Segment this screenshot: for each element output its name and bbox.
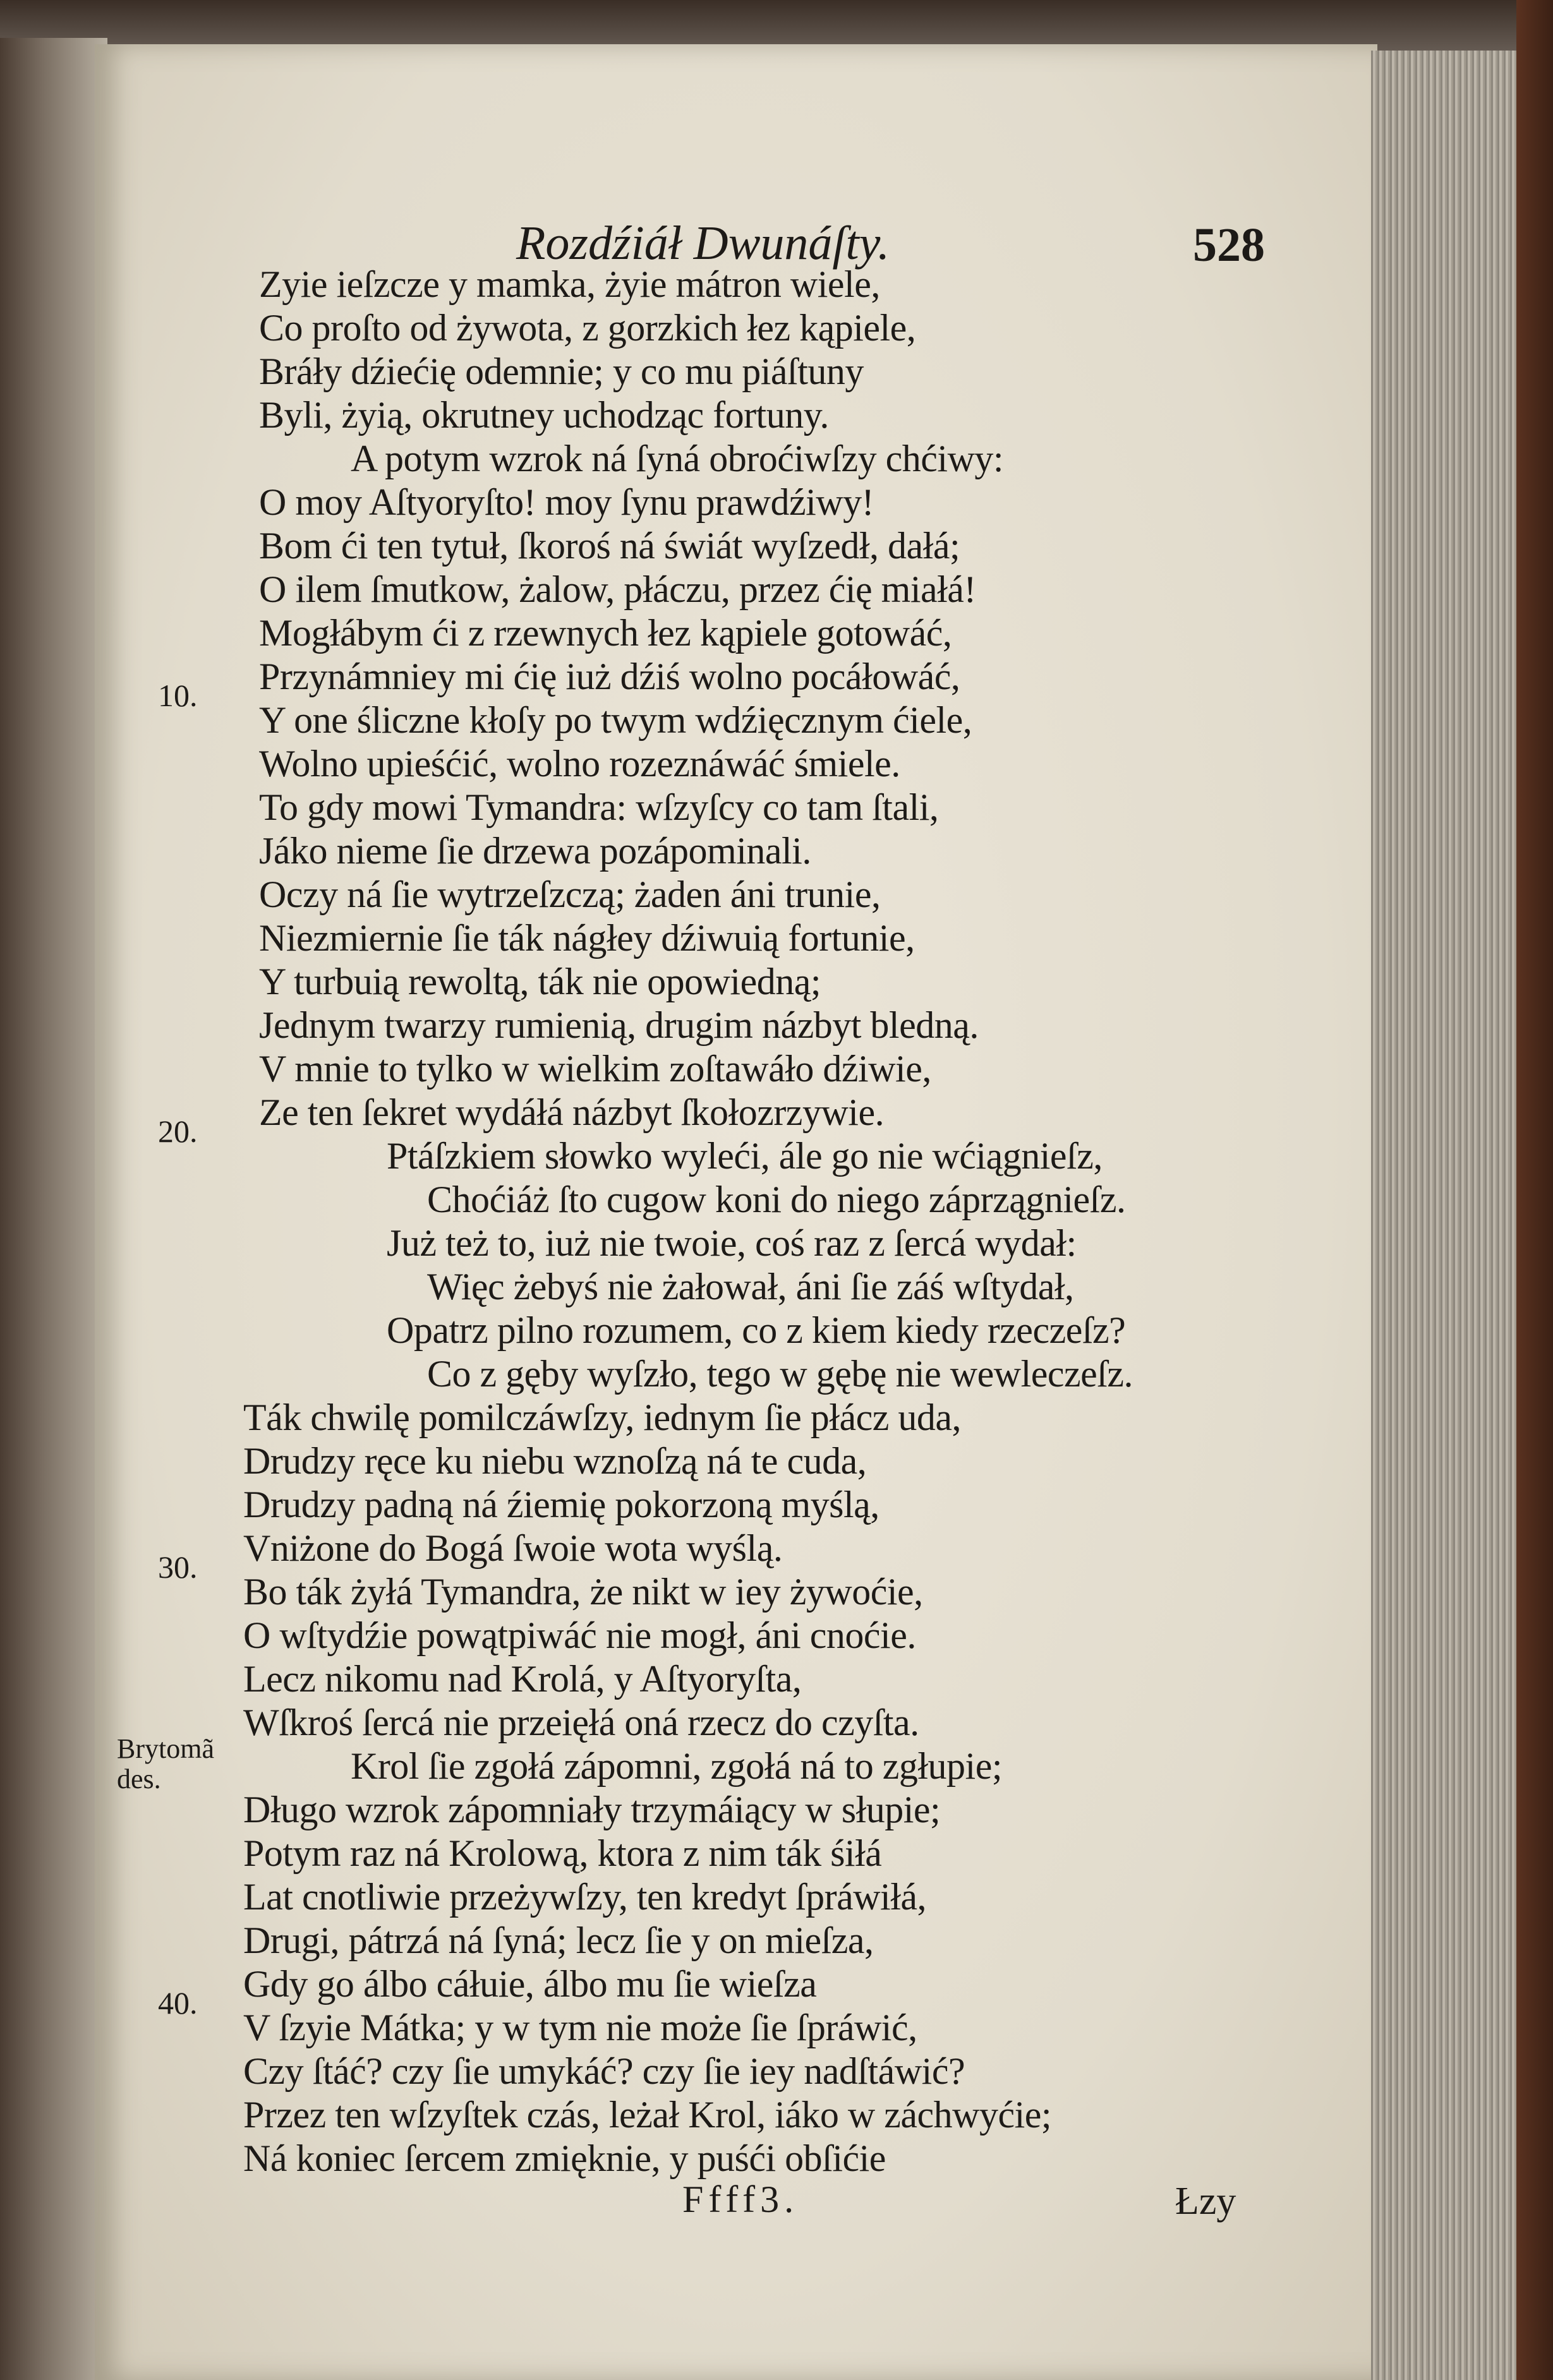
verse-line: Choćiáż ſto cugow koni do niego záprzągnieſz.: [427, 1179, 1126, 1220]
verse-line: Przynámniey mi ćię iuż dźiś wolno pocáłowáć,: [259, 656, 960, 697]
verse-line: Bom ći ten tytuł, ſkoroś ná świát wyſzedł, dałá;: [259, 525, 960, 567]
verse-line: To gdy mowi Tymandra: wſzyſcy co tam ſtali,: [259, 786, 939, 828]
verse-line: Ptáſzkiem słowko wyleći, ále go nie wćiągnieſz,: [387, 1135, 1103, 1177]
running-title: Rozdźiáł Dwunáſty.: [516, 217, 890, 270]
verse-line: Mogłábym ći z rzewnych łez kąpiele gotowáć,: [259, 612, 952, 654]
verse-line: Zyie ieſzcze y mamka, żyie mátron wiele,: [259, 263, 880, 305]
verse-line: A potym wzrok ná ſyná obroćiwſzy chćiwy:: [351, 438, 1004, 479]
verse-line: Lat cnotliwie przeżywſzy, ten kredyt ſpráwiłá,: [243, 1876, 926, 1918]
verse-line: Y one śliczne kłoſy po twym wdźięcznym ćiele,: [259, 699, 972, 741]
verse-line: V ſzyie Mátka; y w tym nie może ſie ſpráwić,: [243, 2007, 917, 2048]
verse-line: Ná koniec ſercem zmięknie, y puśći obſićie: [243, 2137, 886, 2179]
verse-line: Y turbuią rewoltą, ták nie opowiedną;: [259, 961, 821, 1002]
verse-line: Czy ſtáć? czy ſie umykáć? czy ſie iey nadſtáwić?: [243, 2050, 965, 2092]
verse-line: Drudzy ręce ku niebu wznoſzą ná te cuda,: [243, 1440, 867, 1482]
line-number-10: 10.: [158, 678, 198, 713]
verse-line: Krol ſie zgołá zápomni, zgołá ná to zgłupie;: [351, 1745, 1002, 1787]
verse-line: Już też to, iuż nie twoie, coś raz z ſercá wydał:: [387, 1222, 1077, 1264]
verse-line: O ilem ſmutkow, żalow, płáczu, przez ćię miałá!: [259, 568, 976, 610]
margin-note: [117, 1734, 214, 1794]
margin-note-line: Brytomã: [117, 1733, 214, 1764]
verse-line: Opatrz pilno rozumem, co z kiem kiedy rzeczeſz?: [387, 1309, 1126, 1351]
verse-line: Co z gęby wyſzło, tego w gębę nie wewleczeſz.: [427, 1353, 1133, 1395]
verse-line: Wolno upieśćić, wolno rozeznáwáć śmiele.: [259, 743, 900, 784]
catchword: Łzy: [1175, 2180, 1236, 2223]
verse-line: V mnie to tylko w wielkim zoſtawáło dźiwie,: [259, 1048, 931, 1090]
verse-line: Wſkroś ſercá nie przeięłá oná rzecz do czyſta.: [243, 1702, 919, 1743]
verse-line: Ze ten ſekret wydáłá názbyt ſkołozrzywie.: [259, 1091, 885, 1133]
verse-line: Niezmiernie ſie ták nágłey dźiwuią fortunie,: [259, 917, 915, 959]
verse-line: Co proſto od żywota, z gorzkich łez kąpiele,: [259, 307, 916, 349]
verse-line: Długo wzrok zápomniały trzymáiący w słupie;: [243, 1789, 941, 1830]
signature-mark: Ffff3.: [682, 2179, 799, 2220]
verse-line: Oczy ná ſie wytrzeſzczą; żaden áni trunie,: [259, 874, 881, 915]
verse-line: O moy Aſtyoryſto! moy ſynu prawdźiwy!: [259, 481, 874, 523]
verse-line: Potym raz ná Krolową, ktora z nim ták śiłá: [243, 1832, 882, 1874]
verse-line: Ták chwilę pomilczáwſzy, iednym ſie płácz uda,: [243, 1397, 961, 1438]
margin-note-line: des.: [117, 1764, 161, 1794]
verse-line: Bráły dźiećię odemnie; y co mu piáſtuny: [259, 351, 864, 392]
verse-line: Jednym twarzy rumienią, drugim názbyt bledną.: [259, 1004, 979, 1046]
page-number: 528: [1193, 219, 1265, 272]
facing-page-edge: [0, 38, 107, 2380]
verse-line: Jáko nieme ſie drzewa pozápominali.: [259, 830, 811, 872]
verse-line: Lecz nikomu nad Krolá, y Aſtyoryſta,: [243, 1658, 802, 1700]
line-number-30: 30.: [158, 1549, 198, 1585]
verse-line: Bo ták żyłá Tymandra, że nikt w iey żywoćie,: [243, 1571, 923, 1613]
verse-line: Vniżone do Bogá ſwoie wota wyślą.: [243, 1527, 783, 1569]
verse-line: Gdy go álbo cáłuie, álbo mu ſie wieſza: [243, 1963, 817, 2005]
line-number-20: 20.: [158, 1114, 198, 1149]
line-number-40: 40.: [158, 1985, 198, 2021]
verse-line: Więc żebyś nie żałował, áni ſie záś wſtydał,: [427, 1266, 1074, 1307]
verse-line: Byli, żyią, okrutney uchodząc fortuny.: [259, 394, 829, 436]
verse-line: Drugi, pátrzá ná ſyná; lecz ſie y on mieſza,: [243, 1920, 874, 1961]
book-cover-edge: [1516, 0, 1553, 2380]
verse-line: O wſtydźie powątpiwáć nie mogł, áni cnoćie.: [243, 1614, 916, 1656]
verse-line: Przez ten wſzyſtek czás, leżał Krol, iáko w záchwyćie;: [243, 2094, 1052, 2136]
verse-line: Drudzy padną ná źiemię pokorzoną myślą,: [243, 1484, 879, 1525]
page-edges-stack: [1371, 51, 1529, 2380]
